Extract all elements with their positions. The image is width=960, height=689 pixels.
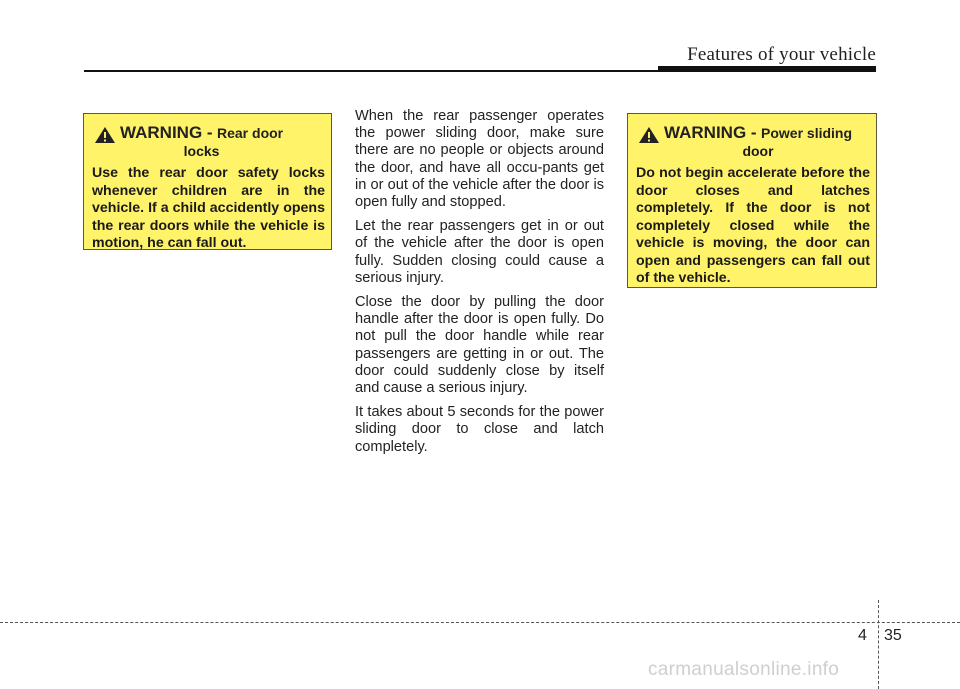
footer-rule: [0, 622, 960, 623]
header-rule: [84, 70, 658, 72]
warning-subject-cont: locks: [183, 143, 220, 159]
warning-triangle-icon: [94, 126, 116, 144]
paragraph: Let the rear passengers get in or out of the vehicle after the door is open fully. Sudden closing could cause a serious injury.: [355, 218, 604, 286]
warning-header: [92, 124, 325, 160]
warning-box-power-sliding-door: [627, 113, 877, 288]
main-body-text: [355, 108, 604, 463]
warning-subject: Rear door: [217, 125, 284, 141]
warning-subject-cont: door: [742, 143, 774, 159]
page-number: 35: [884, 627, 902, 644]
warning-box-rear-door-locks: [83, 113, 332, 250]
warning-word: WARNING -: [664, 123, 757, 142]
page-header-title: Features of your vehicle: [687, 44, 876, 65]
paragraph: When the rear passenger operates the power sliding door, make sure there are no people or objects around the door, and have all occu-pants get in or out of the vehicle after the door is open fully and stopped.: [355, 108, 604, 211]
watermark: carmanualsonline.info: [648, 659, 840, 680]
header-rule-thick: [658, 66, 876, 72]
chapter-number: 4: [858, 627, 867, 644]
warning-word: WARNING -: [120, 123, 213, 142]
warning-triangle-icon: [638, 126, 660, 144]
paragraph: It takes about 5 seconds for the power sliding door to close and latch completely.: [355, 404, 604, 455]
paragraph: Close the door by pulling the door handle after the door is open fully. Do not pull the door handle while rear passengers are getting in or out. The door could suddenly close by itself and cause a serious injury.: [355, 294, 604, 397]
warning-header: [636, 124, 870, 160]
footer-divider: [878, 600, 879, 689]
warning-body: Use the rear door safety locks whenever children are in the vehicle. If a child accidently opens the rear doors while the vehicle is motion, he can fall out.: [92, 165, 325, 251]
warning-body: Do not begin accelerate before the door closes and latches completely. If the door is not completely closed while the vehicle is moving, the door can open and passengers can fall out of the vehicle.: [636, 165, 870, 286]
warning-subject: Power sliding: [761, 125, 853, 141]
